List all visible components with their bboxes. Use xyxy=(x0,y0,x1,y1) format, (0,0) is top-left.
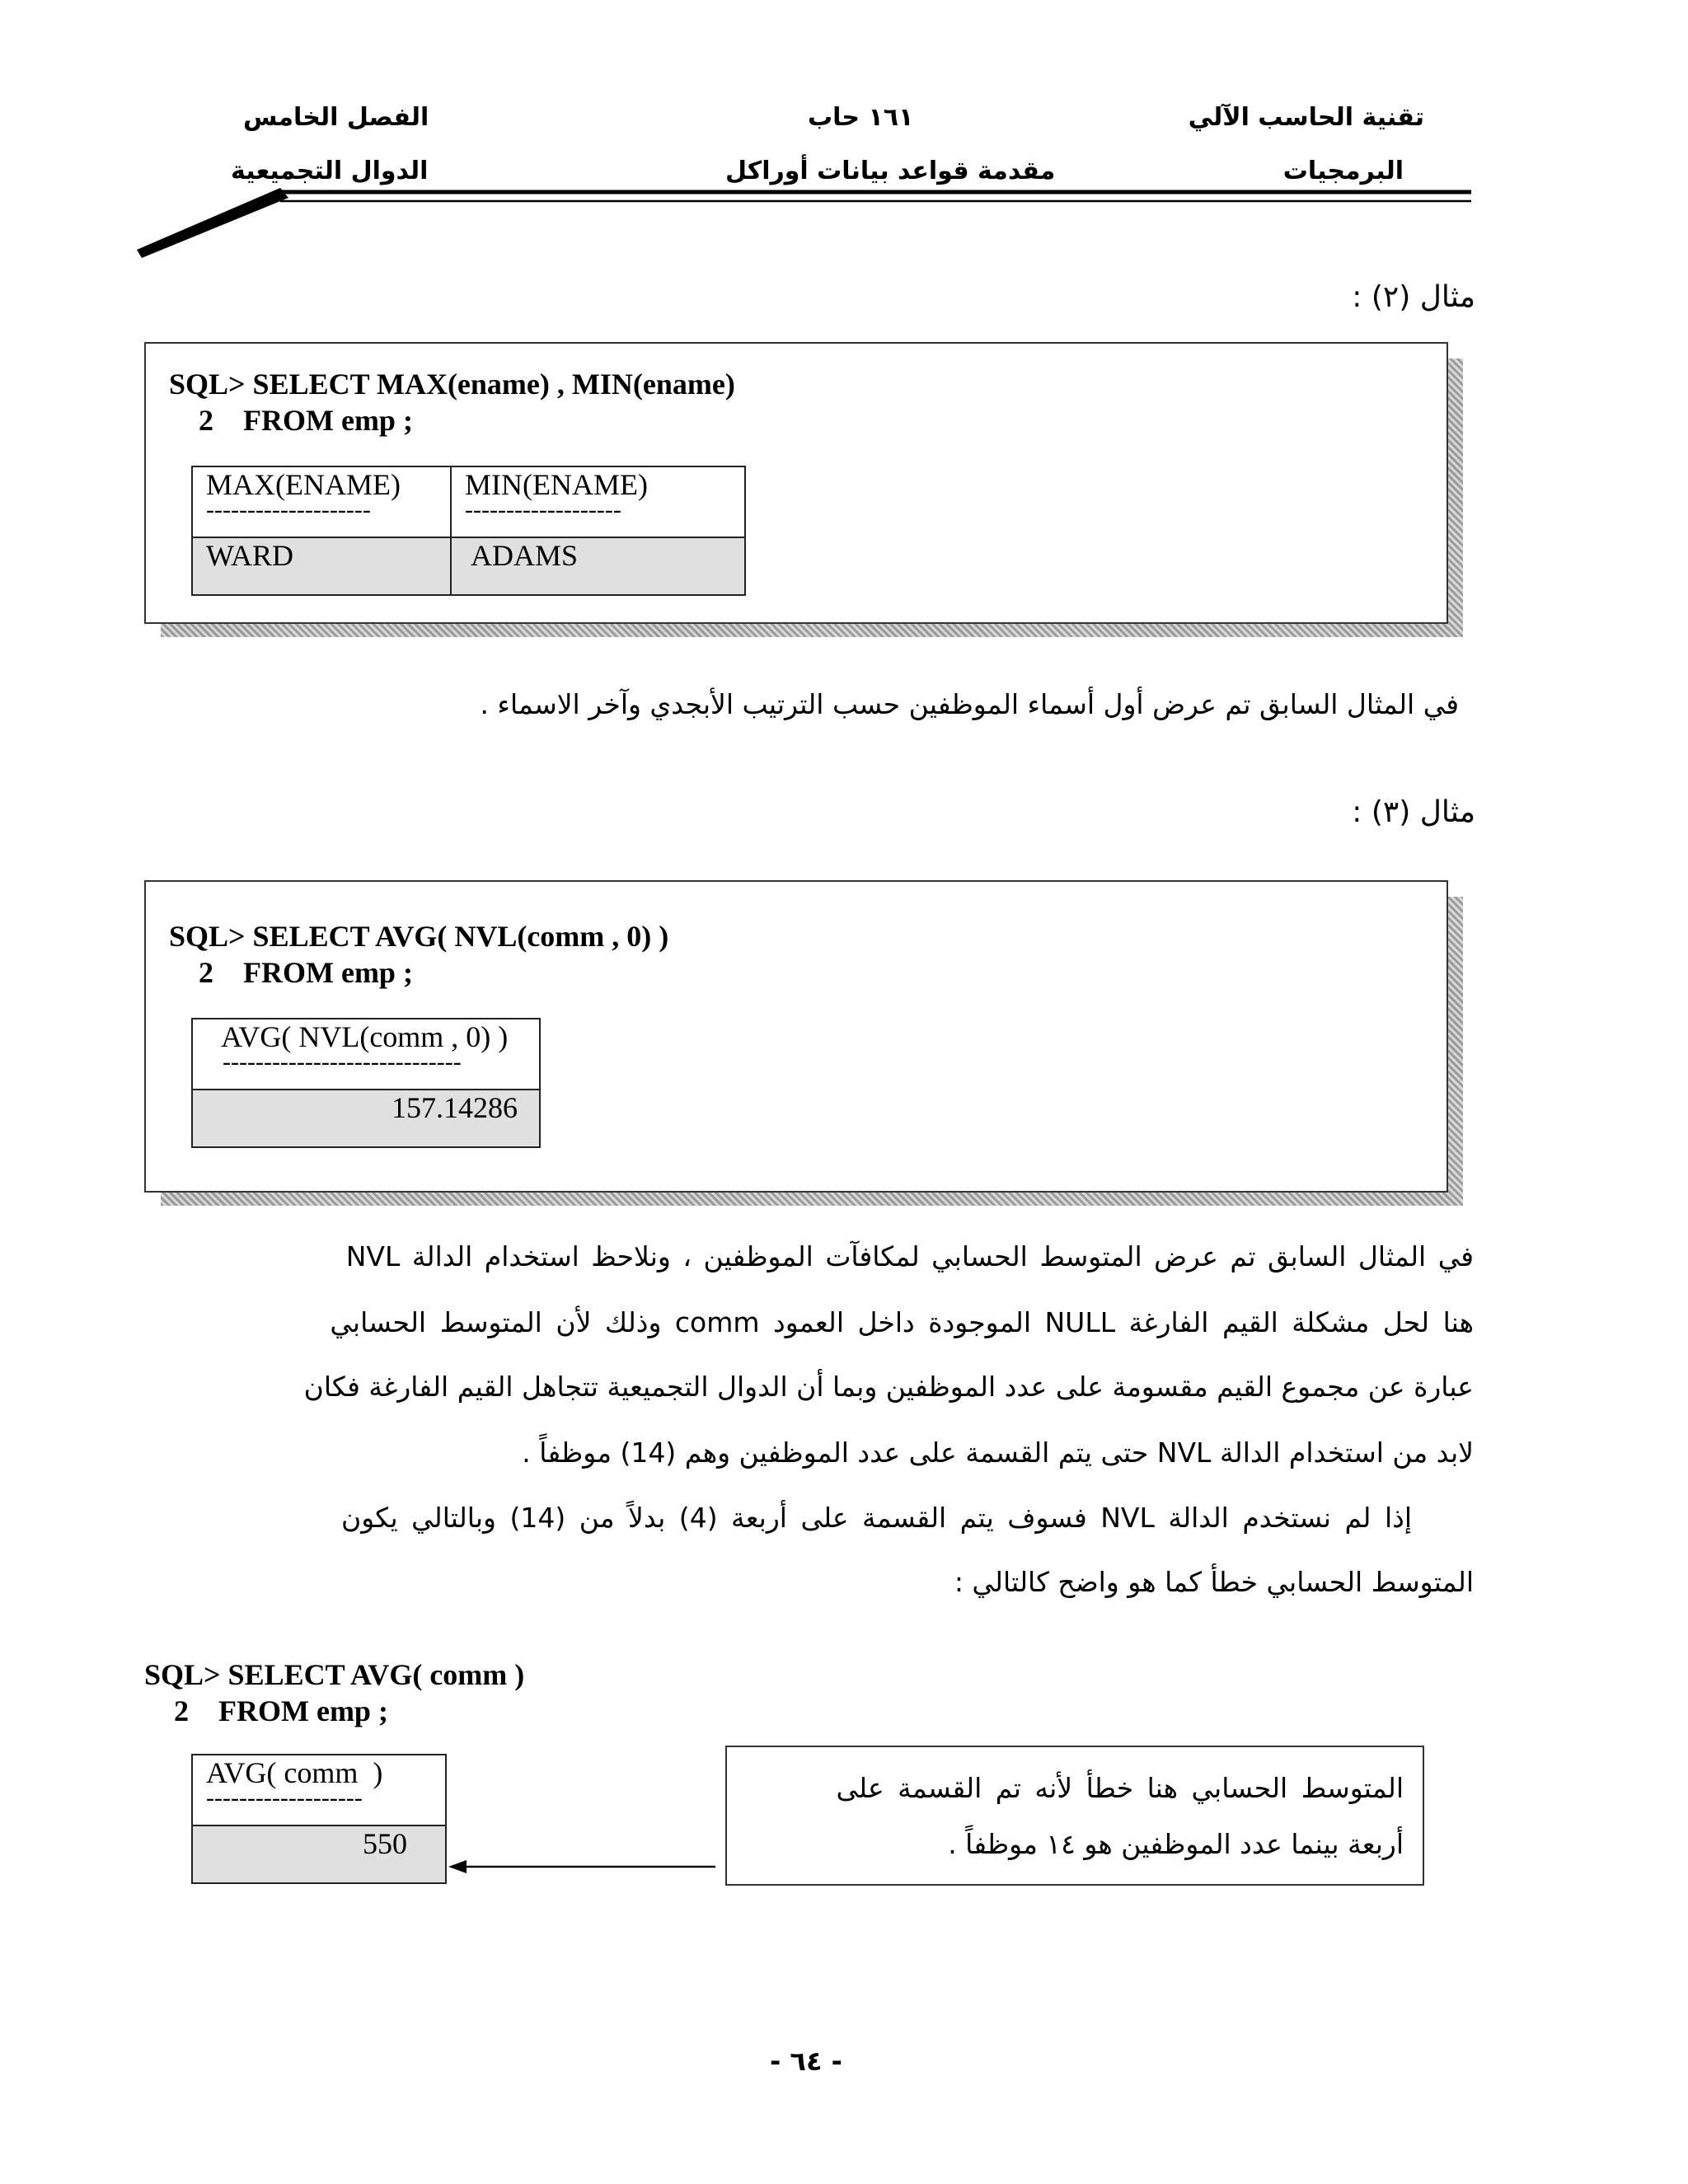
example4-callout-line2: أربعة بينما عدد الموظفين هو ١٤ موظفاً . xyxy=(948,1828,1404,1860)
example2-col1-dashes: -------------------- xyxy=(206,496,371,523)
example4-result-table xyxy=(191,1754,447,1884)
example3-title: مثال (٣) : xyxy=(1352,795,1475,829)
header-chapter: الفصل الخامس xyxy=(243,103,429,132)
example4-callout-line1: المتوسط الحسابي هنا خطأ لأنه تم القسمة على xyxy=(836,1772,1404,1804)
example4-sql-line1: SQL> SELECT AVG( comm ) xyxy=(144,1658,525,1691)
example2-col1-header: MAX(ENAME) xyxy=(206,468,401,501)
example3-para1-line4: لابد من استخدام الدالة NVL حتى يتم القسمة على عدد الموظفين وهم (14) موظفاً . xyxy=(522,1436,1474,1469)
example2-col2-header-cell xyxy=(451,466,745,537)
header-course-code: ١٦١ حاب xyxy=(808,103,914,132)
arrow-icon xyxy=(445,1854,717,1879)
header-department: البرمجيات xyxy=(1282,157,1404,185)
header-chapter-title: الدوال التجميعية xyxy=(231,157,429,185)
example2-col2-dashes: ------------------- xyxy=(465,496,621,523)
example3-col-header: AVG( NVL(comm , 0) ) xyxy=(221,1020,509,1053)
header-rule xyxy=(0,0,1688,272)
page-number: - ٦٤ - xyxy=(770,2046,842,2077)
example3-result-table xyxy=(191,1018,541,1148)
example3-col-dashes: ----------------------------- xyxy=(223,1048,462,1076)
example2-col1-value: WARD xyxy=(192,537,451,595)
header-subject: تقنية الحاسب الآلي xyxy=(1188,103,1424,132)
example2-col1-header-cell xyxy=(192,466,451,537)
example2-col2-header: MIN(ENAME) xyxy=(465,468,648,501)
example2-col2-value: ADAMS xyxy=(451,537,745,595)
example4-header-cell xyxy=(192,1755,446,1825)
example4-col-value: 550 xyxy=(192,1825,446,1883)
example4-callout-box xyxy=(725,1746,1424,1886)
example3-para2-line2: المتوسط الحسابي خطأ كما هو واضح كالتالي : xyxy=(954,1566,1474,1598)
example2-title: مثال (٢) : xyxy=(1352,280,1475,314)
example3-para2-line1: إذا لم نستخدم الدالة NVL فسوف يتم القسمة على أربعة (4) بدلاً من (14) وبالتالي يكون xyxy=(340,1502,1412,1534)
example3-header-cell xyxy=(192,1019,540,1090)
example4-col-header: AVG( comm ) xyxy=(206,1756,383,1789)
header-course-name: مقدمة قواعد بيانات أوراكل xyxy=(725,157,1056,185)
example3-para1-line3: عبارة عن مجموع القيم مقسومة على عدد الموظفين وبما أن الدوال التجميعية تتجاهل القيم الفارغة فكان xyxy=(303,1371,1474,1403)
example2-result-table xyxy=(191,466,746,596)
example3-col-value: 157.14286 xyxy=(192,1090,540,1147)
example3-para1-line2: هنا لحل مشكلة القيم الفارغة NULL الموجودة داخل العمود comm وذلك لأن المتوسط الحسابي xyxy=(330,1306,1474,1338)
example3-sql-line2: 2 FROM emp ; xyxy=(169,956,413,989)
example4-col-dashes: ------------------- xyxy=(206,1784,363,1811)
example4-sql-line2: 2 FROM emp ; xyxy=(144,1694,388,1727)
example2-sql-line1: SQL> SELECT MAX(ename) , MIN(ename) xyxy=(169,368,735,401)
example3-sql-line1: SQL> SELECT AVG( NVL(comm , 0) ) xyxy=(169,920,669,953)
example2-note: في المثال السابق تم عرض أول أسماء الموظفين حسب الترتيب الأبجدي وآخر الاسماء . xyxy=(480,688,1459,720)
example3-para1-line1: في المثال السابق تم عرض المتوسط الحسابي لمكافآت الموظفين ، ونلاحظ استخدام الدالة NVL xyxy=(345,1240,1474,1272)
example2-sql-line2: 2 FROM emp ; xyxy=(169,404,413,437)
